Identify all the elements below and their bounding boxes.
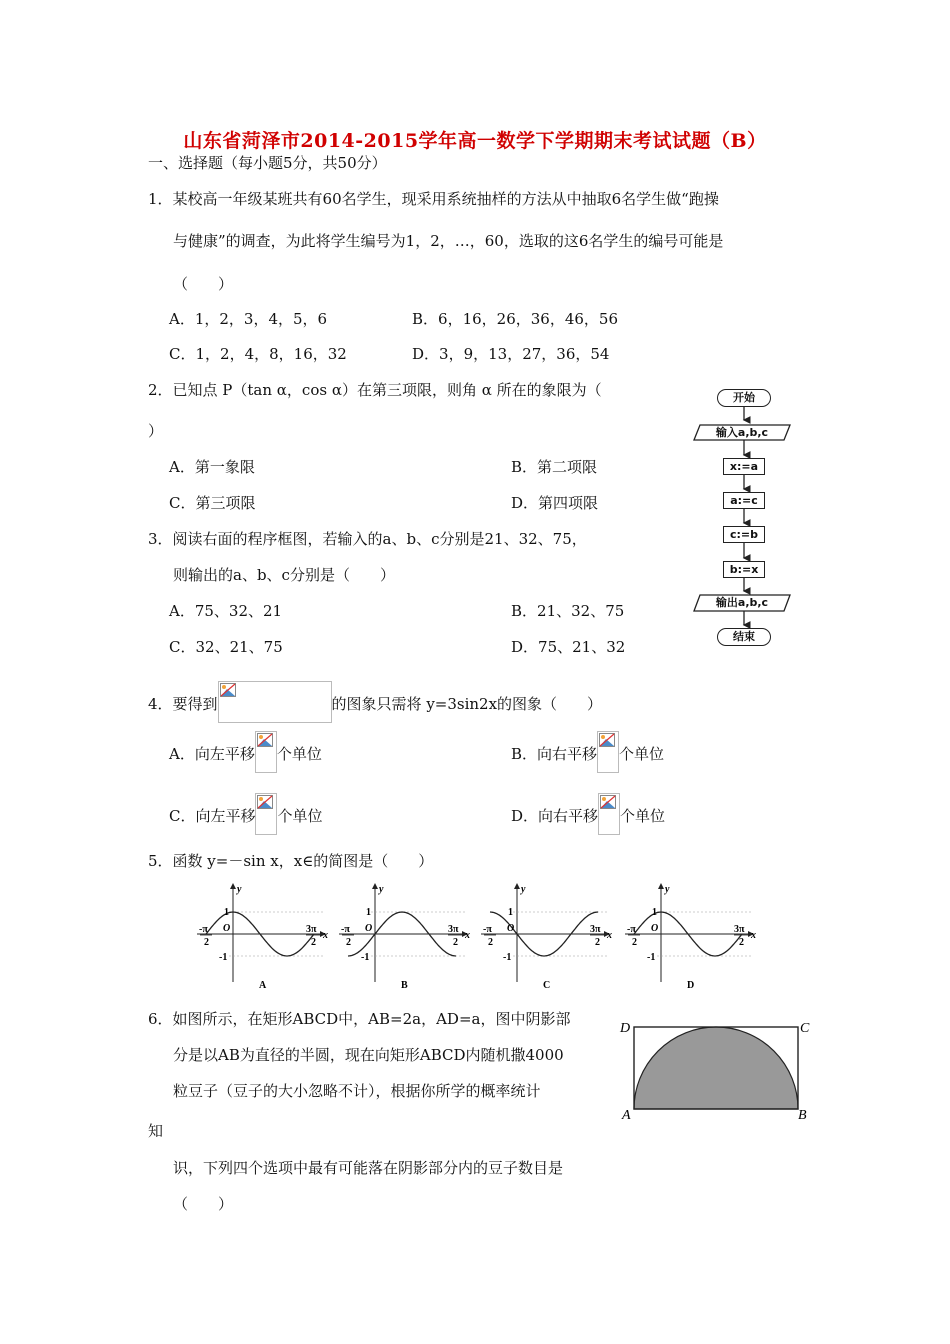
origin-label: O [223, 923, 231, 934]
y-axis-label: y [665, 884, 670, 895]
tick-denominator: 2 [453, 937, 458, 948]
q1-option-d: D．3，9，13，27，36，54 [412, 345, 610, 363]
tick-minus-one: -1 [219, 952, 228, 963]
tick-one: 1 [366, 907, 371, 918]
flowchart-step1: x:=a [723, 458, 765, 475]
flowchart-end: 结束 [717, 628, 771, 646]
q6-line4: 知 [148, 1122, 164, 1140]
flowchart-step3: c:=b [723, 526, 765, 543]
broken-image-icon [220, 683, 236, 697]
q4-pre: 4．要得到 [148, 695, 218, 713]
q5-line1: 5．函数 y=－sin x，x∈的简图是（ ） [148, 852, 434, 870]
graph-choice-label: B [401, 980, 408, 991]
q4-unit: 个单位 [277, 807, 323, 825]
flowchart-output: 输出a,b,c [715, 596, 769, 609]
semicircle-shaded [634, 1027, 798, 1109]
tick-denominator: 2 [311, 937, 316, 948]
tick-neg-pi: -π [199, 924, 208, 935]
q4-option-a [169, 731, 322, 773]
q4-unit: 个单位 [619, 745, 665, 763]
label-c: C [800, 1021, 810, 1036]
q4-line1 [148, 681, 602, 723]
q4-option-d-label: D．向右平移 [511, 807, 599, 825]
q3-option-b: B．21、32、75 [511, 602, 625, 620]
origin-label: O [507, 923, 515, 934]
tick-denominator: 2 [595, 937, 600, 948]
q5-graph-a [197, 883, 328, 991]
q6-line3: 粒豆子（豆子的大小忽略不计），根据你所学的概率统计 [173, 1082, 541, 1100]
origin-label: O [651, 923, 659, 934]
x-axis-label: x [323, 930, 328, 941]
q6-line5: 识，下列四个选项中最有可能落在阴影部分内的豆子数目是 [173, 1159, 564, 1177]
tick-neg-pi: -π [627, 924, 636, 935]
q3-line2: 则输出的a、b、c分别是（ ） [173, 566, 395, 584]
label-d: D [620, 1021, 631, 1036]
q4-option-c [169, 793, 323, 835]
x-axis-label: x [607, 930, 612, 941]
y-axis-arrow-icon [658, 883, 664, 889]
tick-neg-pi: -π [483, 924, 492, 935]
y-axis-label: y [237, 884, 242, 895]
q4-option-b [511, 731, 664, 773]
flowchart-input: 输入a,b,c [715, 426, 769, 439]
tick-minus-one: -1 [503, 952, 512, 963]
page-title: 山东省菏泽市2014-2015学年高一数学下学期期末考试试题（B） [183, 130, 767, 152]
origin-label: O [365, 923, 373, 934]
q1-line1: 1．某校高一年级某班共有60名学生，现采用系统抽样的方法从中抽取6名学生做“跑操 [148, 190, 719, 208]
q5-graphs [195, 882, 755, 997]
tick-one: 1 [508, 907, 513, 918]
tick-minus-one: -1 [361, 952, 370, 963]
q6-figure [620, 1018, 812, 1122]
y-axis-arrow-icon [372, 883, 378, 889]
broken-image-icon [599, 733, 615, 747]
q1-line3: （ ） [173, 275, 234, 293]
tick-neg-pi: -π [341, 924, 350, 935]
q3-option-a: A．75、32、21 [169, 602, 283, 620]
tick-three-pi: 3π [306, 924, 317, 935]
q3-option-d: D．75、21、32 [511, 638, 626, 656]
q4-unit: 个单位 [620, 807, 666, 825]
q5-graph-b [339, 883, 470, 991]
flowchart [690, 385, 800, 655]
q6-line1: 6．如图所示，在矩形ABCD中，AB=2a，AD=a，图中阴影部 [148, 1010, 571, 1028]
graph-choice-label: D [687, 980, 695, 991]
q4-post: 的图象只需将 y=3sin2x的图象（ ） [331, 695, 603, 713]
q4-option-d-image [598, 793, 620, 835]
y-axis-label: y [521, 884, 526, 895]
q1-option-a: A．1，2，3，4，5，6 [169, 310, 328, 328]
section-heading: 一、选择题（每小题5分，共50分） [148, 154, 387, 172]
x-axis-label: x [465, 930, 470, 941]
q5-graph-c [481, 883, 612, 991]
q4-formula-image [218, 681, 332, 723]
x-axis-label: x [751, 930, 756, 941]
q4-option-b-image [597, 731, 619, 773]
q2-option-b: B．第二项限 [511, 458, 598, 476]
q2-line2: ） [148, 422, 164, 440]
y-axis-label: y [379, 884, 384, 895]
q3-line1: 3．阅读右面的程序框图，若输入的a、b、c分别是21、32、75， [148, 530, 587, 548]
tick-one: 1 [652, 907, 657, 918]
label-b: B [798, 1108, 807, 1123]
q3-option-c: C．32、21、75 [169, 638, 283, 656]
flowchart-step4: b:=x [723, 561, 765, 578]
broken-image-icon [600, 795, 616, 809]
label-a: A [622, 1108, 631, 1123]
q4-option-a-image [255, 731, 277, 773]
broken-image-icon [257, 795, 273, 809]
broken-image-icon [257, 733, 273, 747]
flowchart-step2: a:=c [723, 492, 765, 509]
q2-line1: 2．已知点 P（tan α，cos α）在第三项限，则角 α 所在的象限为（ [148, 381, 602, 399]
q5-graph-d [625, 883, 756, 991]
tick-minus-one: -1 [647, 952, 656, 963]
q4-option-d [511, 793, 665, 835]
q1-line2: 与健康”的调查，为此将学生编号为1，2，…，60，选取的这6名学生的编号可能是 [173, 232, 724, 250]
q4-option-a-label: A．向左平移 [169, 745, 255, 763]
tick-one: 1 [224, 907, 229, 918]
tick-denominator: 2 [204, 937, 209, 948]
q2-option-d: D．第四项限 [511, 494, 599, 512]
q5-graph-set [195, 882, 755, 997]
tick-denominator: 2 [739, 937, 744, 948]
q6-rectangle-diagram [620, 1018, 812, 1122]
q4-option-c-label: C．向左平移 [169, 807, 256, 825]
graph-choice-label: A [259, 980, 267, 991]
tick-denominator: 2 [488, 937, 493, 948]
tick-three-pi: 3π [590, 924, 601, 935]
tick-denominator: 2 [346, 937, 351, 948]
q4-unit: 个单位 [276, 745, 322, 763]
y-axis-arrow-icon [514, 883, 520, 889]
q4-option-c-image [255, 793, 277, 835]
tick-three-pi: 3π [448, 924, 459, 935]
q2-option-a: A．第一象限 [169, 458, 255, 476]
q6-line2: 分是以AB为直径的半圆，现在向矩形ABCD内随机撒4000 [173, 1046, 564, 1064]
tick-three-pi: 3π [734, 924, 745, 935]
q1-option-c: C．1，2，4，8，16，32 [169, 345, 347, 363]
flowchart-start: 开始 [717, 389, 771, 407]
q4-option-b-label: B．向右平移 [511, 745, 598, 763]
q1-option-b: B．6，16，26，36，46，56 [412, 310, 619, 328]
y-axis-arrow-icon [230, 883, 236, 889]
graph-choice-label: C [543, 980, 551, 991]
tick-denominator: 2 [632, 937, 637, 948]
q2-option-c: C．第三项限 [169, 494, 256, 512]
q6-line6: （ ） [173, 1195, 234, 1213]
